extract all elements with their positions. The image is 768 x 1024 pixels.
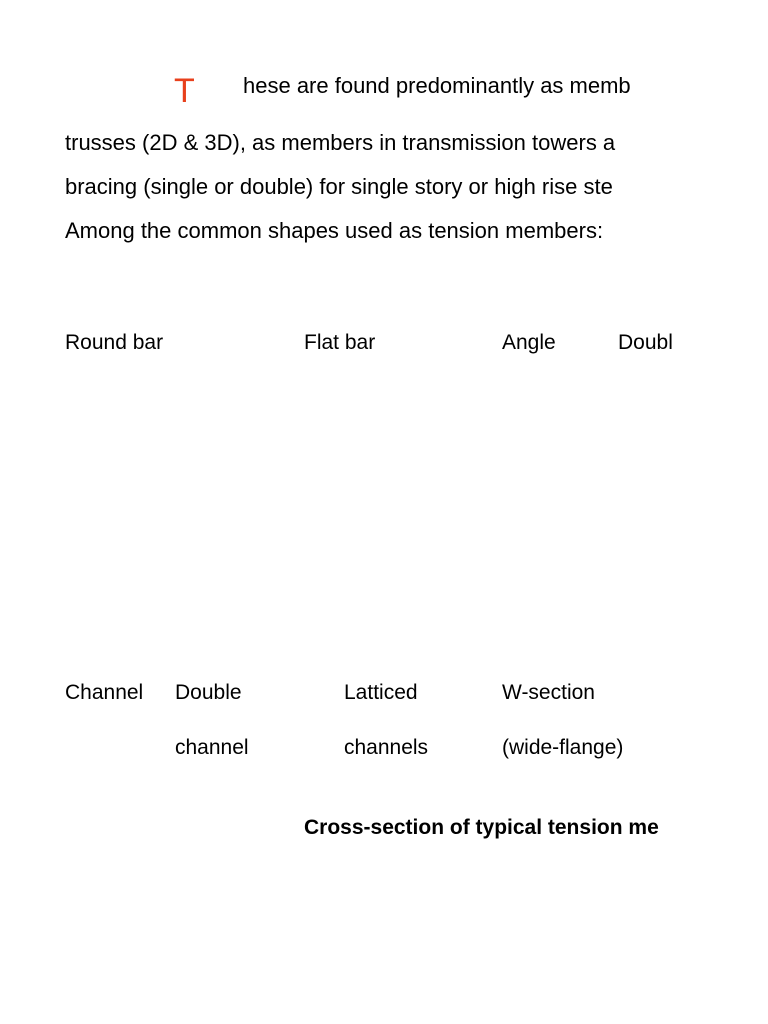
label-double-channel-1: Double [175, 681, 242, 704]
label-w-section-1: W-section [502, 681, 595, 704]
drop-cap: T [174, 72, 195, 110]
label-double-channel-2: channel [175, 736, 249, 759]
label-round-bar: Round bar [65, 331, 164, 354]
label-latticed-2: channels [344, 736, 429, 759]
figure-caption: Cross-section of typical tension me [304, 816, 659, 839]
label-latticed-1: Latticed [344, 681, 418, 704]
intro-line-4: Among the common shapes used as tension members: [65, 218, 604, 243]
label-angle: Angle [502, 331, 556, 354]
intro-line-1: hese are found predominantly as memb [243, 73, 631, 98]
label-w-section-2: (wide-flange) [502, 736, 624, 759]
intro-line-2: trusses (2D & 3D), as members in transmission towers a [65, 130, 616, 155]
label-flat-bar: Flat bar [304, 331, 376, 354]
intro-line-3: bracing (single or double) for single story or high rise ste [65, 174, 613, 199]
label-double-angle: Doubl [618, 331, 673, 354]
label-channel: Channel [65, 681, 144, 704]
